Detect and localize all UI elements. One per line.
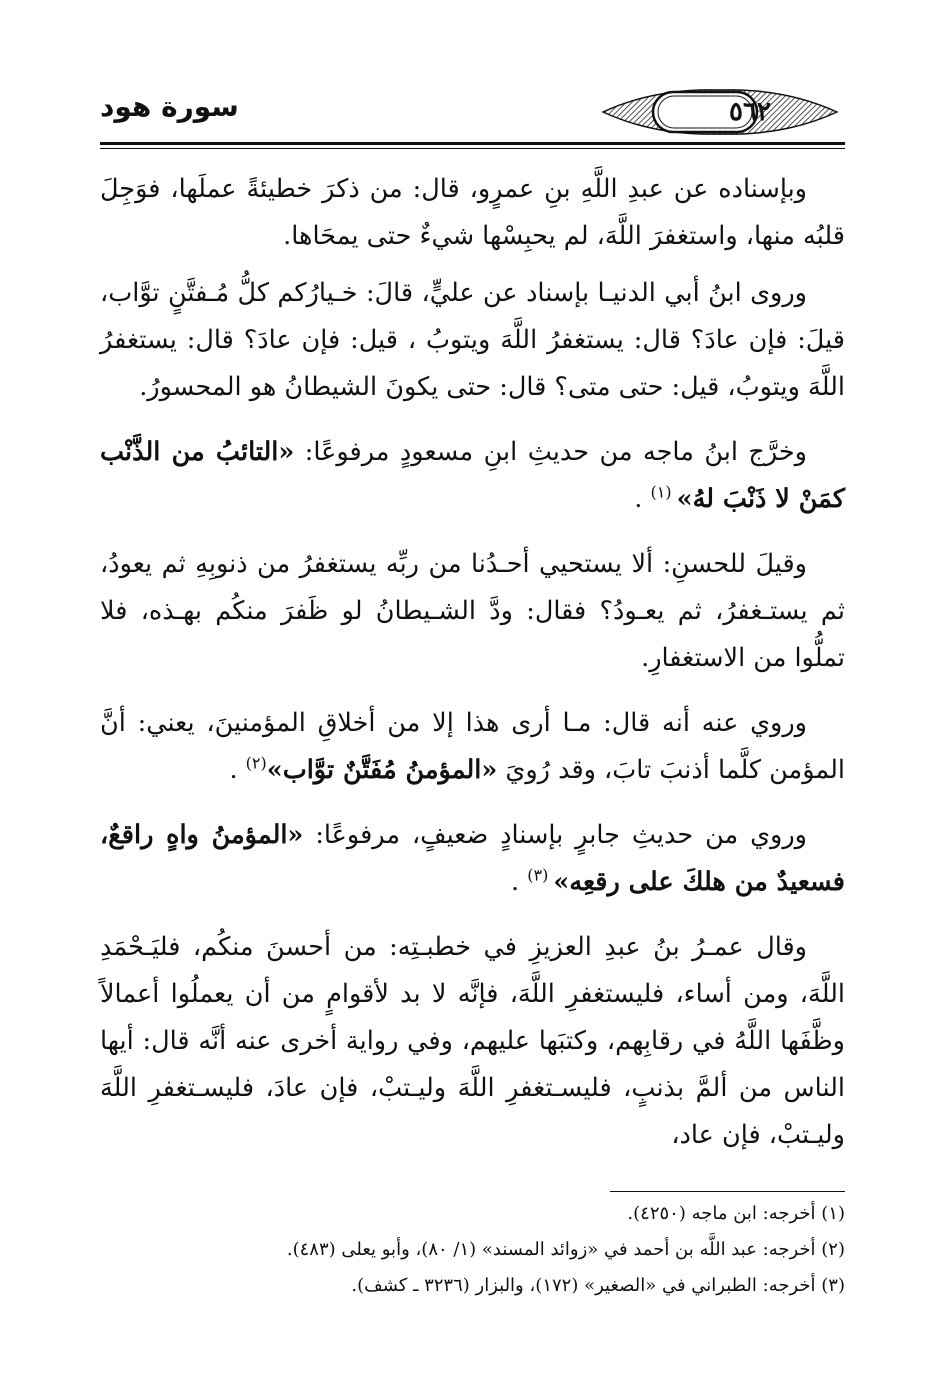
- body-text: [100, 166, 845, 1169]
- text-segment: وروي عنه أنه قال: مـا أرى هذا إلا من أخلاقِ المؤمنينَ، يعني: أنَّ المؤمن كلَّما أذنبَ تابَ، وقد رُويَ: [100, 708, 845, 785]
- footnote-ref: (٣): [527, 865, 554, 885]
- text-segment: وروى ابنُ أبي الدنيـا بإسناد عن عليٍّ، قالَ: خـيارُكم كلُّ مُـفتَّنٍ توَّاب، قيلَ: فإن عادَ؟ قال: يستغفرُ اللَّهَ ويتوبُ ، قيل: فإن عادَ؟ قال: يستغفرُ اللَّهَ ويتوبُ، قيل: حتى متى؟ قال: حتى يكونَ الشيطانُ هو المحسورُ.: [100, 278, 845, 402]
- footnote: (١) أخرجه: ابن ماجه (٤٢٥٠).: [627, 1203, 845, 1224]
- hadith-quote: «المؤمنُ واهٍ راقعٌ، فسعيدٌ من هلكَ على رقعِه»: [100, 820, 845, 897]
- hadith-quote: «التائبُ من الذَّنْب كمَنْ لا ذَنْبَ لهُ»: [100, 437, 845, 514]
- page-number-badge: [595, 82, 845, 142]
- text-segment: .: [634, 484, 651, 514]
- paragraph: [100, 429, 845, 523]
- footnotes: [100, 1196, 845, 1304]
- paragraph: [100, 924, 845, 1159]
- header-divider-thin: [100, 148, 845, 149]
- footnote: (٣) أخرجه: الطبراني في «الصغير» (١٧٢)، والبزار (٣٢٣٦ ـ كشف).: [351, 1275, 845, 1296]
- text-segment: وقال عمـرُ بنُ عبدِ العزيزِ في خطبـتِه: من أحسنَ منكُم، فليَـحْمَدِ اللَّهَ، ومن أساء، فليستغفرِ اللَّهَ، فإنَّه لا بد لأقوامٍ من أن يعملُوا أعمالاً وظَّفَها اللَّهُ في رقابِهم، وكتبَها عليهم، وفي رواية أخرى عنه أنَّه قال: أيها الناس من ألمَّ بذنبٍ، فليسـتغفرِ اللَّهَ وليـتبْ، فإن عادَ، فليسـتغفرِ اللَّهَ وليـتبْ، فإن عاد،: [100, 932, 845, 1150]
- hadith-quote: «المؤمنُ مُفَتَّنٌ توَّاب»: [266, 755, 498, 785]
- page-number: ٥٦٢: [729, 97, 771, 127]
- paragraph: [100, 700, 845, 794]
- text-segment: وروي من حديثِ جابرٍ بإسنادٍ ضعيفٍ، مرفوعًا:: [303, 820, 807, 850]
- surah-title: سورة هود: [100, 90, 239, 123]
- paragraph: [100, 166, 845, 260]
- header-divider: [100, 142, 845, 145]
- text-segment: .: [511, 867, 528, 897]
- paragraph: [100, 270, 845, 411]
- text-segment: .: [229, 755, 246, 785]
- page-header: [100, 80, 845, 160]
- footnote: (٢) أخرجه: عبد اللَّه بن أحمد في «زوائد المسند» (١/ ٨٠)، وأبو يعلى (٤٨٣).: [286, 1239, 845, 1260]
- footnote-ref: (٢): [245, 753, 267, 773]
- footnote-divider: [610, 1191, 845, 1192]
- paragraph: [100, 541, 845, 682]
- text-segment: وقيلَ للحسنِ: ألا يستحيي أحـدُنا من ربِّه يستغفرُ من ذنوبِهِ ثم يعودُ، ثم يستـغفرُ، ثم يعـودُ؟ فقال: ودَّ الشـيطانُ لو ظَفرَ منكُم بهـذه، فلا تملُّوا من الاستغفارِ.: [100, 549, 845, 673]
- footnote-ref: (١): [650, 482, 677, 502]
- paragraph: [100, 812, 845, 906]
- text-segment: وبإسناده عن عبدِ اللَّهِ بنِ عمرٍو، قال: من ذكرَ خطيئةً عملَها، فوَجِلَ قلبُه منها، واستغفرَ اللَّهَ، لم يحبِسْها شيءٌ حتى يمحَاها.: [100, 174, 845, 251]
- text-segment: وخرَّج ابنُ ماجه من حديثِ ابنِ مسعودٍ مرفوعًا:: [294, 437, 807, 467]
